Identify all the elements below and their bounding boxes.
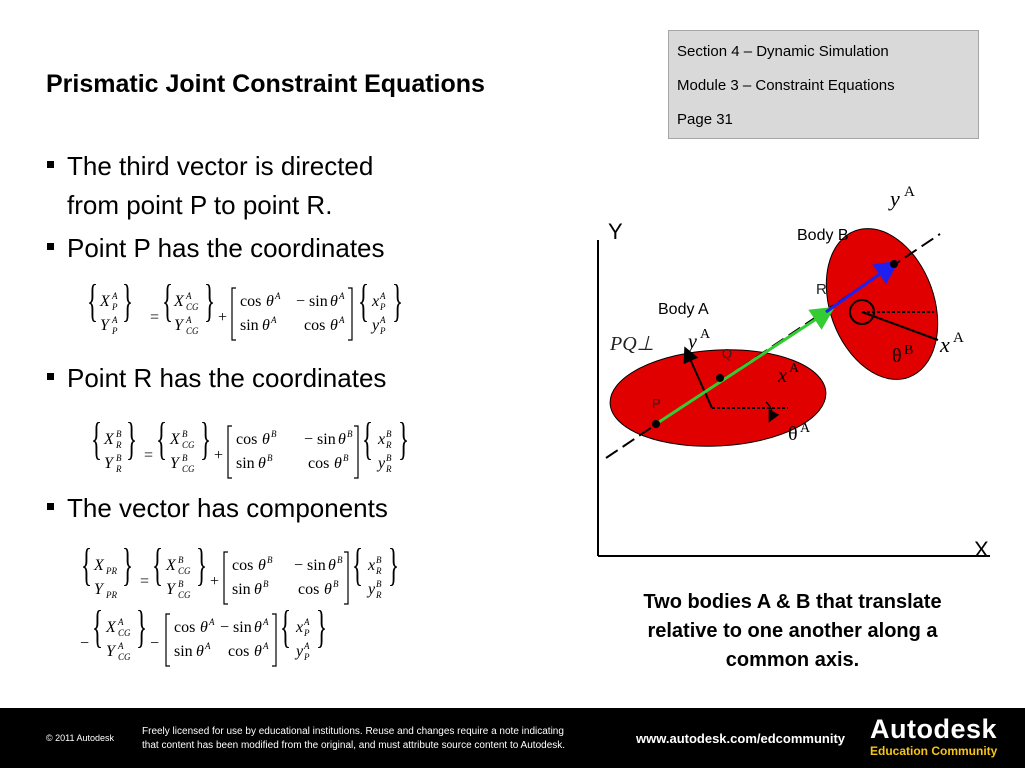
education-community-label: Education Community xyxy=(870,744,998,758)
bullet-text: Point R has the coordinates xyxy=(67,363,387,393)
svg-text:B: B xyxy=(376,555,382,565)
svg-text:A: A xyxy=(118,641,124,651)
caption-line: Two bodies A & B that translate xyxy=(643,591,942,613)
svg-text:R: R xyxy=(376,590,382,600)
svg-text:+: + xyxy=(210,573,220,590)
svg-text:P: P xyxy=(304,652,310,662)
svg-text:A: A xyxy=(263,617,269,627)
slide-title: Prismatic Joint Constraint Equations xyxy=(46,70,485,98)
svg-text:{: { xyxy=(91,422,103,465)
theta-a-label: θ xyxy=(788,423,798,445)
body-b-x-sup: A xyxy=(953,330,964,346)
svg-text:}: } xyxy=(122,548,134,591)
svg-text:}: } xyxy=(398,422,410,465)
svg-text:{: { xyxy=(92,601,104,653)
svg-text:A: A xyxy=(186,291,192,301)
license-line: Freely licensed for use by educational institutions. Reuse and changes require a note indicating xyxy=(142,726,564,737)
svg-text:B: B xyxy=(178,579,184,589)
svg-text:A: A xyxy=(271,315,277,325)
svg-text:{: { xyxy=(162,284,174,327)
svg-text:X: X xyxy=(174,293,184,310)
body-a-x-label: x xyxy=(778,365,787,387)
svg-text:θ: θ xyxy=(266,293,274,310)
bullet-text: The vector has components xyxy=(67,493,388,523)
pq-perp-label: PQ⊥ xyxy=(610,333,655,355)
svg-text:sin: sin xyxy=(240,317,259,334)
svg-text:− sin: − sin xyxy=(294,557,326,574)
svg-text:P: P xyxy=(112,326,118,336)
svg-text:B: B xyxy=(347,429,353,439)
bullet-text-cont: from point P to point R. xyxy=(67,190,333,220)
svg-text:B: B xyxy=(267,453,273,463)
svg-text:B: B xyxy=(182,453,188,463)
svg-text:R: R xyxy=(376,566,382,576)
svg-text:− sin: − sin xyxy=(220,619,252,636)
svg-text:B: B xyxy=(343,453,349,463)
svg-text:sin: sin xyxy=(232,581,251,598)
svg-text:CG: CG xyxy=(118,628,131,638)
point-q-dot xyxy=(716,374,724,382)
svg-text:R: R xyxy=(116,440,122,450)
diagram-caption xyxy=(600,588,985,675)
svg-text:y: y xyxy=(372,317,380,334)
svg-text:θ: θ xyxy=(328,557,336,574)
svg-text:{: { xyxy=(280,601,292,653)
svg-text:{: { xyxy=(81,548,93,591)
svg-text:+: + xyxy=(214,447,224,464)
svg-text:Y: Y xyxy=(106,643,115,660)
svg-text:cos: cos xyxy=(298,581,320,598)
body-b-label: Body B xyxy=(797,227,849,244)
point-r-label: R xyxy=(816,281,827,298)
svg-text:θ: θ xyxy=(254,619,262,636)
svg-text:B: B xyxy=(333,579,339,589)
svg-text:cos: cos xyxy=(240,293,262,310)
svg-text:X: X xyxy=(106,619,116,636)
autodesk-logo: Autodesk xyxy=(870,714,998,744)
footer-bar xyxy=(0,708,1025,768)
svg-text:A: A xyxy=(112,315,118,325)
svg-text:A: A xyxy=(275,291,281,301)
svg-text:CG: CG xyxy=(182,440,195,450)
svg-text:P: P xyxy=(380,302,386,312)
svg-text:PR: PR xyxy=(106,590,117,600)
body-a-y-sup: A xyxy=(700,327,711,342)
svg-text:}: } xyxy=(136,601,148,653)
svg-text:B: B xyxy=(271,429,277,439)
svg-text:B: B xyxy=(386,453,392,463)
svg-text:A: A xyxy=(380,291,386,301)
section-label: Section 4 – Dynamic Simulation xyxy=(677,43,889,60)
svg-text:A: A xyxy=(339,315,345,325)
svg-text:B: B xyxy=(267,555,273,565)
svg-text:Y: Y xyxy=(170,455,179,472)
svg-text:}: } xyxy=(388,548,400,591)
body-b-y-sup: A xyxy=(904,184,915,200)
svg-text:A: A xyxy=(186,315,192,325)
svg-text:{: { xyxy=(156,422,168,465)
page-label: Page 31 xyxy=(677,111,733,128)
caption-line: relative to one another along a xyxy=(647,620,938,642)
svg-text:θ: θ xyxy=(254,643,262,660)
svg-text:PR: PR xyxy=(106,566,117,576)
svg-text:CG: CG xyxy=(118,652,131,662)
svg-text:B: B xyxy=(263,579,269,589)
body-b-y-label: y xyxy=(890,186,900,211)
svg-text:}: } xyxy=(316,601,328,653)
svg-text:θ: θ xyxy=(334,455,342,472)
svg-text:}: } xyxy=(126,422,138,465)
svg-text:x: x xyxy=(378,431,386,448)
svg-text:cos: cos xyxy=(236,431,258,448)
svg-text:X: X xyxy=(94,557,104,574)
svg-text:R: R xyxy=(116,464,122,474)
svg-text:+: + xyxy=(218,309,228,326)
svg-text:CG: CG xyxy=(182,464,195,474)
point-r-dot xyxy=(890,260,898,268)
body-a-y-label: y xyxy=(688,331,697,353)
svg-text:}: } xyxy=(200,422,212,465)
body-a-x-sup: A xyxy=(789,361,800,376)
svg-text:B: B xyxy=(376,579,382,589)
svg-text:Y: Y xyxy=(166,581,175,598)
svg-text:θ: θ xyxy=(330,293,338,310)
svg-text:{: { xyxy=(358,284,370,327)
svg-text:A: A xyxy=(209,617,215,627)
svg-text:A: A xyxy=(304,617,310,627)
svg-text:θ: θ xyxy=(196,643,204,660)
svg-text:cos: cos xyxy=(308,455,330,472)
svg-text:A: A xyxy=(304,641,310,651)
theta-b-label: θ xyxy=(892,345,902,367)
y-axis-label: Y xyxy=(608,219,623,244)
svg-text:}: } xyxy=(196,548,208,591)
svg-text:cos: cos xyxy=(228,643,250,660)
svg-text:A: A xyxy=(263,641,269,651)
svg-text:Y: Y xyxy=(104,455,113,472)
svg-text:θ: θ xyxy=(200,619,208,636)
svg-text:x: x xyxy=(372,293,380,310)
svg-text:Y: Y xyxy=(94,581,103,598)
svg-text:−: − xyxy=(80,635,90,652)
svg-text:B: B xyxy=(386,429,392,439)
svg-text:P: P xyxy=(112,302,118,312)
body-a-label: Body A xyxy=(658,301,709,318)
svg-text:R: R xyxy=(386,440,392,450)
svg-text:{: { xyxy=(152,548,164,591)
svg-text:CG: CG xyxy=(186,326,199,336)
svg-text:θ: θ xyxy=(258,455,266,472)
svg-text:=: = xyxy=(150,309,160,326)
point-p-label: P xyxy=(652,396,661,411)
svg-text:CG: CG xyxy=(178,566,191,576)
svg-text:CG: CG xyxy=(186,302,199,312)
svg-text:CG: CG xyxy=(178,590,191,600)
caption-line: common axis. xyxy=(725,649,860,671)
svg-text:X: X xyxy=(166,557,176,574)
svg-text:P: P xyxy=(380,326,386,336)
svg-text:θ: θ xyxy=(254,581,262,598)
x-axis-label: X xyxy=(974,537,989,562)
svg-text:θ: θ xyxy=(330,317,338,334)
svg-text:A: A xyxy=(118,617,124,627)
svg-text:{: { xyxy=(362,422,374,465)
point-p-dot xyxy=(652,420,660,428)
svg-text:θ: θ xyxy=(324,581,332,598)
svg-text:cos: cos xyxy=(304,317,326,334)
license-text xyxy=(142,725,622,753)
svg-text:x: x xyxy=(368,557,376,574)
bullet-text: Point P has the coordinates xyxy=(67,233,385,263)
svg-text:Y: Y xyxy=(100,317,109,334)
copyright-text: © 2011 Autodesk xyxy=(46,733,115,743)
svg-text:B: B xyxy=(116,453,122,463)
svg-text:y: y xyxy=(368,581,376,598)
svg-text:θ: θ xyxy=(262,317,270,334)
point-q-label: Q xyxy=(722,346,733,361)
body-b-x-label: x xyxy=(940,332,950,357)
svg-text:sin: sin xyxy=(236,455,255,472)
svg-text:X: X xyxy=(100,293,110,310)
edcommunity-link[interactable]: www.autodesk.com/edcommunity xyxy=(636,731,846,746)
svg-text:}: } xyxy=(392,284,404,327)
svg-text:=: = xyxy=(144,447,154,464)
svg-text:sin: sin xyxy=(174,643,193,660)
svg-text:A: A xyxy=(339,291,345,301)
svg-text:Y: Y xyxy=(174,317,183,334)
theta-b-sup: B xyxy=(904,343,914,358)
svg-text:θ: θ xyxy=(262,431,270,448)
svg-text:cos: cos xyxy=(174,619,196,636)
svg-text:B: B xyxy=(116,429,122,439)
svg-text:y: y xyxy=(296,643,304,660)
svg-text:B: B xyxy=(178,555,184,565)
svg-text:}: } xyxy=(204,284,216,327)
svg-text:P: P xyxy=(304,628,310,638)
svg-text:− sin: − sin xyxy=(296,293,328,310)
svg-text:θ: θ xyxy=(338,431,346,448)
svg-text:X: X xyxy=(104,431,114,448)
svg-text:X: X xyxy=(170,431,180,448)
svg-text:y: y xyxy=(378,455,386,472)
svg-text:R: R xyxy=(386,464,392,474)
svg-text:B: B xyxy=(337,555,343,565)
svg-text:− sin: − sin xyxy=(304,431,336,448)
bullet-text: The third vector is directed xyxy=(67,151,374,181)
svg-text:A: A xyxy=(380,315,386,325)
theta-a-sup: A xyxy=(800,421,811,436)
svg-text:x: x xyxy=(296,619,304,636)
svg-text:{: { xyxy=(87,284,99,327)
svg-text:−: − xyxy=(150,635,160,652)
svg-text:A: A xyxy=(205,641,211,651)
svg-text:cos: cos xyxy=(232,557,254,574)
svg-text:{: { xyxy=(352,548,364,591)
svg-text:B: B xyxy=(182,429,188,439)
svg-text:}: } xyxy=(122,284,134,327)
module-label: Module 3 – Constraint Equations xyxy=(677,77,895,94)
svg-text:A: A xyxy=(112,291,118,301)
license-line: that content has been modified from the original, and must attribute source content to Autodesk. xyxy=(142,740,566,751)
svg-text:=: = xyxy=(140,573,150,590)
svg-text:θ: θ xyxy=(258,557,266,574)
